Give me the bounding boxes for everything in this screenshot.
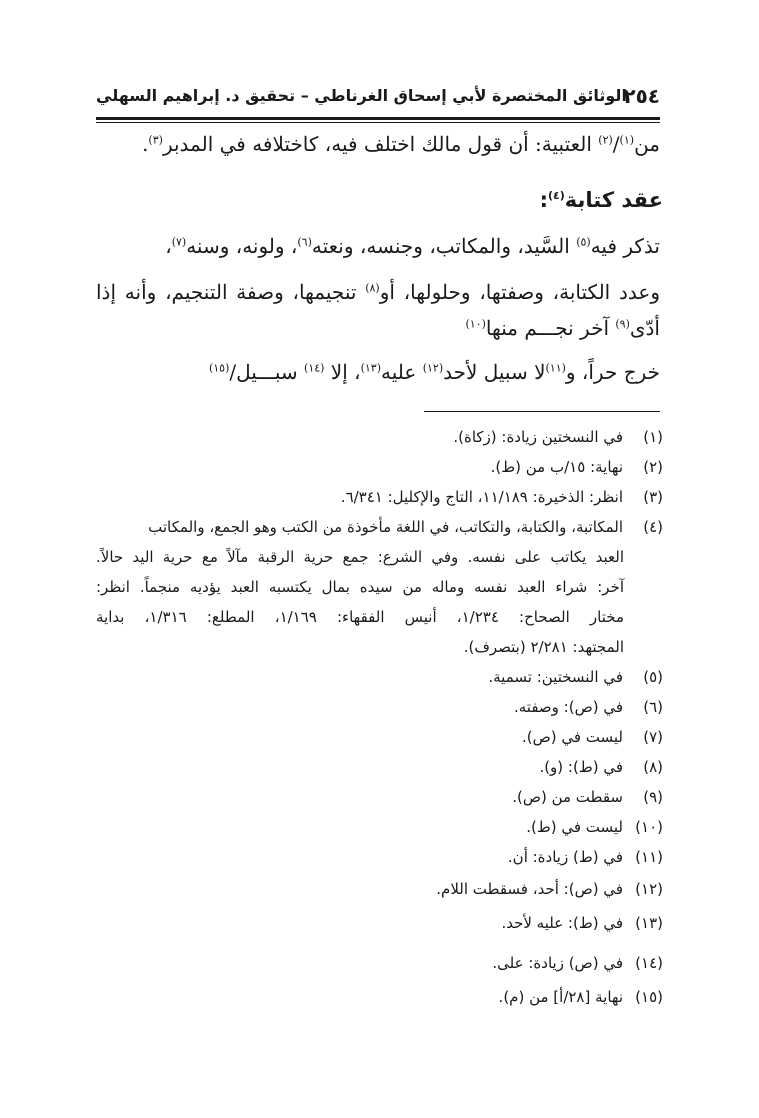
text-run: وعدد الكتابة، وصفتها، وحلولها، أو [379, 280, 660, 304]
footnote [97, 698, 663, 716]
body-line-1 [96, 132, 660, 156]
footnote [97, 880, 663, 898]
footnote [97, 458, 663, 476]
text-run: ، [165, 234, 172, 258]
footnote [97, 428, 663, 446]
page-number: ٢٥٤ [623, 84, 660, 108]
footnote-text: في النسختين زيادة: (زكاة). [453, 428, 623, 446]
footnote-ref: (١٠) [465, 317, 486, 331]
footnote-ref: (٩) [615, 317, 630, 331]
footnote-continuation: آخر: شراء العبد نفسه وماله من سيده بمال يكتسبه العبد يؤديه منجماً. انظر: [96, 578, 624, 596]
heading-colon: : [539, 188, 549, 212]
header-rule-thin [96, 122, 660, 123]
footnote-number: (٦) [643, 698, 663, 716]
footnote-number: (١١) [635, 848, 663, 866]
footnote-text: في (ط): (و). [539, 758, 623, 776]
footnote-number: (٧) [643, 728, 663, 746]
footnote-ref: (٦) [297, 235, 312, 249]
text-run: ، ولونه، وسنه [186, 234, 298, 258]
footnote-text: في (ص): وصفته. [513, 698, 623, 716]
text-run: / [612, 132, 620, 156]
footnote [97, 914, 663, 932]
footnote-ref: (٣) [148, 133, 163, 147]
text-run: تذكر فيه [590, 234, 660, 258]
text-run: خرج حراً، و [565, 360, 660, 384]
footnote-ref: (١٣) [360, 361, 382, 375]
footnote-text: في (ص) زيادة: على. [492, 954, 623, 972]
footnote-ref: (٥) [576, 235, 591, 249]
footnote-text: في (ط): عليه لأحد. [501, 914, 623, 932]
text-run: . [142, 132, 149, 156]
footnote-text: المكاتبة، والكتابة، والتكاتب، في اللغة مأخوذة من الكتب وهو الجمع، والمكاتب [148, 518, 623, 536]
footnote-number: (١٠) [635, 818, 663, 836]
footnote-ref: (٨) [365, 281, 380, 295]
footnote [97, 668, 663, 686]
footnote-ref: (٤) [548, 189, 565, 202]
footnote-number: (١٤) [635, 954, 663, 972]
body-line-2 [96, 234, 660, 258]
footnote-text: في النسختين: تسمية. [488, 668, 623, 686]
footnote [97, 758, 663, 776]
footnote-number: (١٣) [635, 914, 663, 932]
footnote-ref: (٧) [171, 235, 187, 249]
footnote-number: (٤) [643, 518, 663, 536]
body-line-3 [96, 280, 660, 304]
footnote [97, 848, 663, 866]
footnote-number: (١٢) [635, 880, 663, 898]
footnote [97, 518, 663, 536]
text-run: لا سبيل لأحد [443, 360, 546, 384]
footnote [97, 728, 663, 746]
text-run: أدّى [629, 316, 660, 340]
heading-text: عقد كتابة [564, 188, 663, 212]
footnote-number: (٨) [643, 758, 663, 776]
footnote-ref: (٢) [598, 133, 613, 147]
header-title: الوثائق المختصرة لأبي إسحاق الغرناطي – تحقيق د. إبراهيم السهلي [96, 86, 627, 105]
header-rule-thick [96, 117, 660, 120]
footnote-continuation: العبد يكاتب على نفسه. وفي الشرع: جمع حرية الرقبة مآلاً مع حرية اليد حالاً. [96, 548, 624, 566]
text-run: ، إلا [324, 360, 361, 384]
footnote-ref: (١٥) [208, 361, 230, 375]
footnote-ref: (١٢) [422, 361, 444, 375]
text-run: آخر نجـــم منها [485, 316, 616, 340]
running-header [96, 84, 660, 114]
footnote-text: ليست في (ص). [521, 728, 623, 746]
text-run: سبـــيل/ [229, 360, 305, 384]
footnote-separator [424, 411, 660, 412]
footnote-text: في (ص): أحد، فسقطت اللام. [436, 880, 623, 898]
body-line-5 [96, 360, 660, 384]
footnote-ref: (١٤) [304, 361, 325, 375]
footnote-ref: (١١) [545, 361, 566, 375]
section-heading [540, 188, 663, 212]
body-line-4 [96, 316, 660, 340]
footnote-number: (٣) [643, 488, 663, 506]
footnote-text: انظر: الذخيرة: ١١/١٨٩، التاج والإكليل: ٦/٣٤١. [340, 488, 623, 506]
footnote-number: (١٥) [635, 988, 663, 1006]
text-run: تنجيمها، وصفة التنجيم، وأنه إذا [96, 280, 366, 304]
footnote-text: نهاية [٢٨/أ] من (م). [498, 988, 623, 1006]
text-run: عليه [381, 360, 423, 384]
footnote [97, 954, 663, 972]
footnote-continuation: مختار الصحاح: ١/٢٣٤، أنيس الفقهاء: ١/١٦٩، المطلع: ١/٣١٦، بداية [96, 608, 624, 626]
text-run: العتبية: أن قول مالك اختلف فيه، كاختلافه في المدبر [162, 132, 599, 156]
footnote-number: (٢) [643, 458, 663, 476]
footnote-number: (١) [643, 428, 663, 446]
footnote-number: (٥) [643, 668, 663, 686]
footnote-ref: (١) [619, 133, 635, 147]
footnote-text: في (ط) زيادة: أن. [507, 848, 623, 866]
footnote [97, 788, 663, 806]
footnote-number: (٩) [643, 788, 663, 806]
footnote-text: نهاية: ١٥/ب من (ط). [490, 458, 623, 476]
text-run: السَّيد، والمكاتب، وجنسه، ونعته [311, 234, 577, 258]
text-run: من [634, 132, 660, 156]
footnote-text: ليست في (ط). [526, 818, 623, 836]
footnote [97, 988, 663, 1006]
footnote [97, 488, 663, 506]
footnote-text: سقطت من (ص). [512, 788, 623, 806]
footnote-continuation: المجتهد: ٢/٢٨١ (بتصرف). [463, 638, 624, 656]
footnote [97, 818, 663, 836]
